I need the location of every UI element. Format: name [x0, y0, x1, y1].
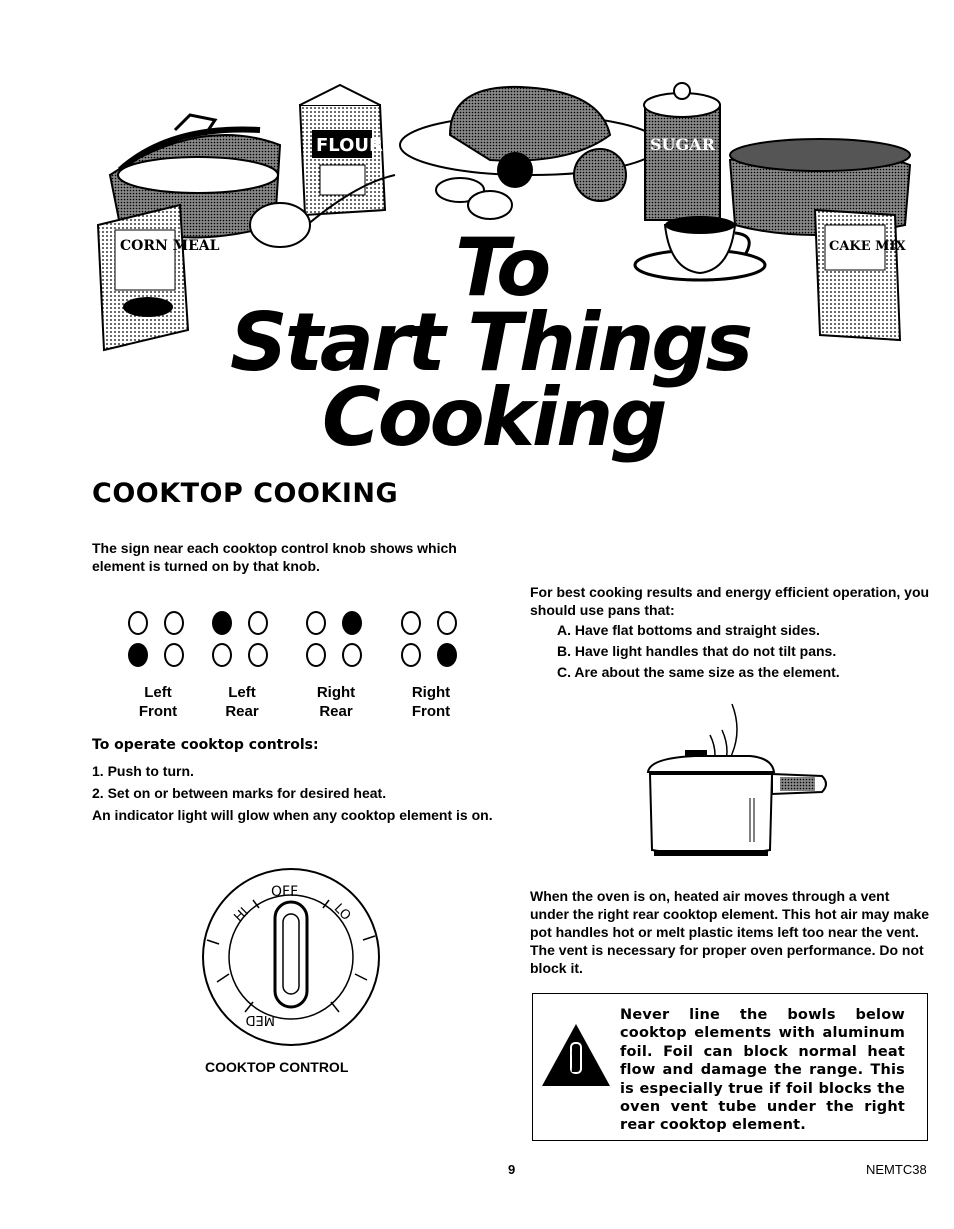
warning-text: Never line the bowls below cooktop elements with aluminum foil. Foil can block normal heat flow and damage the range. This is especially true if foil blocks the oven vent tube under the right rear cooktop element.	[620, 1007, 905, 1134]
element-indicator-circle	[248, 643, 268, 667]
element-indicator-circle	[128, 643, 148, 667]
element-sign-label: Right Front	[411, 684, 451, 720]
section-heading: COOKTOP COOKING	[92, 478, 399, 509]
vent-note: When the oven is on, heated air moves through a vent under the right rear cooktop element. This hot air may make pot handles hot or melt plastic items left too near the vent. The vent is necessary for proper oven performance. Do not block it.	[530, 888, 930, 976]
cake-mix-box-icon	[815, 210, 907, 340]
step-2: 2. Set on or between marks for desired heat.	[92, 785, 387, 801]
off-mark: OFF	[271, 884, 299, 900]
step-1: 1. Push to turn.	[92, 763, 194, 779]
element-indicator-circle	[248, 611, 268, 635]
flour-bag-icon	[300, 85, 385, 215]
element-indicator-circle	[401, 611, 421, 635]
element-indicator-circle	[164, 611, 184, 635]
element-sign-label: Right Rear	[316, 684, 356, 720]
svg-text:!: !	[569, 1046, 579, 1079]
svg-text:FLOUR: FLOUR	[316, 135, 383, 156]
element-indicator-circle	[342, 611, 362, 635]
element-sign-label: Left Front	[138, 684, 178, 720]
svg-text:SUGAR: SUGAR	[650, 135, 715, 154]
page-title-line-2: Start Things	[230, 296, 751, 389]
pan-item-a: A. Have flat bottoms and straight sides.	[557, 622, 820, 638]
knob-caption: COOKTOP CONTROL	[205, 1059, 349, 1075]
svg-text:CAKE MIX: CAKE MIX	[829, 239, 906, 254]
hi-mark: HI	[231, 904, 252, 926]
pans-intro: For best cooking results and energy efficient operation, you should use pans that:	[530, 584, 930, 618]
pan-item-c: C. Are about the same size as the element.	[557, 664, 840, 680]
page-title-line-1: To	[455, 221, 549, 314]
element-indicator-circle	[401, 643, 421, 667]
element-sign-label: Left Rear	[225, 684, 259, 720]
element-indicator-circle	[342, 643, 362, 667]
element-indicator-circle	[212, 611, 232, 635]
page-title-line-3: Cooking	[322, 371, 665, 464]
document-code: NEMTC38	[866, 1162, 927, 1177]
element-indicator-circle	[306, 611, 326, 635]
intro-paragraph: The sign near each cooktop control knob shows which element is turned on by that knob.	[92, 540, 457, 574]
page-number: 9	[508, 1162, 516, 1177]
pan-item-b: B. Have light handles that do not tilt pans.	[557, 643, 837, 659]
cooktop-knob-diagram	[195, 862, 387, 1052]
indicator-note: An indicator light will glow when any cooktop element is on.	[92, 807, 493, 823]
element-indicator-circle	[212, 643, 232, 667]
element-indicator-circle	[128, 611, 148, 635]
controls-heading: To operate cooktop controls:	[92, 737, 319, 753]
lo-mark: LO	[330, 901, 354, 924]
warning-triangle-icon	[540, 1022, 612, 1088]
element-indicator-circle	[164, 643, 184, 667]
saucepan-icon	[640, 700, 830, 870]
sugar-canister-icon	[644, 83, 720, 220]
element-indicator-circle	[437, 611, 457, 635]
med-mark: MED	[245, 1012, 275, 1027]
svg-text:CORN MEAL: CORN MEAL	[120, 238, 220, 254]
element-indicator-circle	[306, 643, 326, 667]
element-indicator-circle	[437, 643, 457, 667]
